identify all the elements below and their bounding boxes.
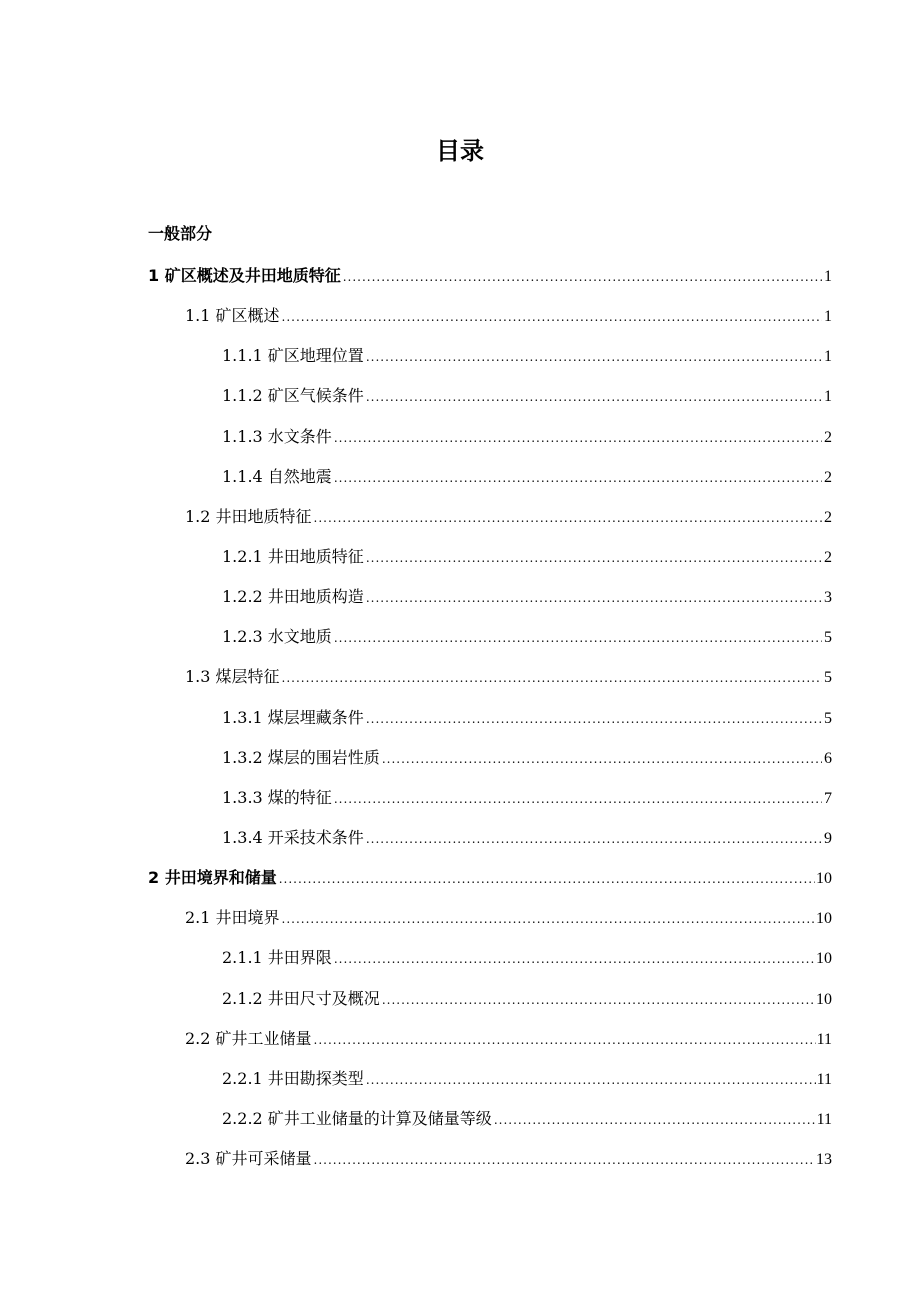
toc-entry-title: 1.3 煤层特征 [185, 667, 280, 687]
toc-leader-dots [334, 947, 815, 971]
toc-page-number: 11 [816, 1110, 832, 1128]
toc-page-number: 2 [824, 428, 832, 446]
toc-entry-title: 1.2 井田地质特征 [185, 506, 312, 526]
toc-entry-line [222, 425, 832, 449]
toc-entry-title: 1.1.1 矿区地理位置 [222, 346, 364, 366]
toc-leader-dots [334, 426, 822, 450]
toc-entry[interactable] [0, 704, 920, 744]
toc-entry-title: 1 矿区概述及井田地质特征 [148, 266, 341, 285]
toc-entry-line [148, 866, 832, 890]
toc-entry-title: 2.2 矿井工业储量 [185, 1028, 312, 1048]
toc-entry-title: 1.1 矿区概述 [185, 306, 280, 326]
toc-leader-dots [279, 867, 815, 891]
toc-leader-dots [282, 305, 822, 329]
toc-entry-title: 2.1.2 井田尺寸及概况 [222, 988, 380, 1008]
page-title: 目录 [436, 137, 484, 165]
toc-leader-dots [366, 546, 822, 570]
toc-page-number: 11 [816, 1070, 832, 1088]
toc-leader-dots [314, 506, 822, 530]
toc-entry-line [222, 384, 832, 408]
toc-entry-title: 1.3.3 煤的特征 [222, 787, 332, 807]
toc-page-number: 10 [816, 870, 832, 888]
toc-entry-line [222, 585, 832, 609]
toc-leader-dots [334, 466, 822, 490]
toc-entry[interactable] [0, 623, 920, 663]
toc-page-number: 5 [824, 629, 832, 647]
toc-entry-title: 1.3.4 开采技术条件 [222, 827, 364, 847]
toc-page-number: 13 [816, 1151, 832, 1169]
toc-leader-dots [343, 265, 822, 289]
toc-page-number: 2 [824, 548, 832, 566]
toc-entry-line [185, 505, 832, 529]
toc-leader-dots [282, 907, 815, 931]
toc-entry[interactable] [0, 423, 920, 463]
toc-entry[interactable] [0, 1145, 920, 1185]
toc-page-number: 6 [824, 749, 832, 767]
toc-entry-line [185, 1147, 832, 1171]
toc-leader-dots [382, 747, 822, 771]
toc-entry[interactable] [0, 463, 920, 503]
toc-page-number: 1 [824, 308, 832, 326]
toc-entry-title: 1.1.3 水文条件 [222, 426, 332, 446]
toc-entry-title: 1.1.2 矿区气候条件 [222, 386, 364, 406]
toc-leader-dots [282, 666, 822, 690]
toc-entry-line [222, 826, 832, 850]
toc-leader-dots [494, 1108, 816, 1132]
toc-entry-title: 2.2.2 矿井工业储量的计算及储量等级 [222, 1108, 492, 1128]
toc-leader-dots [382, 988, 815, 1012]
toc-page-number: 1 [824, 348, 832, 366]
toc-entry-line [185, 304, 832, 328]
toc-entry-line [222, 1107, 832, 1131]
toc-entry-line [222, 625, 832, 649]
toc-entry[interactable] [0, 663, 920, 703]
toc-page-number: 1 [824, 388, 832, 406]
toc-page-number: 11 [816, 1030, 832, 1048]
toc-page-number: 10 [816, 950, 832, 968]
table-of-contents [0, 262, 920, 1185]
toc-entry[interactable] [0, 1025, 920, 1065]
toc-entry-line [148, 264, 832, 288]
toc-entry-line [222, 746, 832, 770]
toc-entry[interactable] [0, 784, 920, 824]
toc-entry-title: 1.1.4 自然地震 [222, 466, 332, 486]
toc-entry-title: 1.2.1 井田地质特征 [222, 546, 364, 566]
toc-entry-title: 2 井田境界和储量 [148, 868, 277, 888]
toc-entry-line [185, 906, 832, 930]
toc-leader-dots [366, 1068, 816, 1092]
toc-page-number: 10 [816, 910, 832, 928]
toc-entry[interactable] [0, 944, 920, 984]
toc-entry-title: 2.1.1 井田界限 [222, 948, 332, 968]
toc-entry[interactable] [0, 262, 920, 302]
toc-page-number: 7 [824, 789, 832, 807]
toc-entry-title: 2.2.1 井田勘探类型 [222, 1068, 364, 1088]
toc-entry-title: 2.3 矿井可采储量 [185, 1149, 312, 1169]
toc-entry[interactable] [0, 864, 920, 904]
toc-page-number: 10 [816, 990, 832, 1008]
toc-entry-title: 1.3.1 煤层埋藏条件 [222, 707, 364, 727]
toc-entry-line [222, 344, 832, 368]
toc-page-number: 2 [824, 508, 832, 526]
toc-entry[interactable] [0, 824, 920, 864]
toc-leader-dots [366, 707, 822, 731]
toc-entry-line [222, 545, 832, 569]
toc-page-number: 2 [824, 468, 832, 486]
toc-entry[interactable] [0, 503, 920, 543]
toc-leader-dots [366, 385, 822, 409]
toc-entry-line [185, 1027, 832, 1051]
toc-entry[interactable] [0, 342, 920, 382]
toc-page-number: 1 [824, 268, 832, 285]
toc-entry-line [222, 706, 832, 730]
toc-entry-line [222, 987, 832, 1011]
toc-leader-dots [314, 1148, 815, 1172]
toc-entry[interactable] [0, 744, 920, 784]
toc-leader-dots [366, 345, 822, 369]
toc-page-number: 9 [824, 829, 832, 847]
toc-entry-line [222, 465, 832, 489]
toc-page-number: 5 [824, 669, 832, 687]
toc-entry[interactable] [0, 1105, 920, 1145]
toc-leader-dots [334, 787, 822, 811]
toc-entry-line [185, 665, 832, 689]
toc-entry-line [222, 946, 832, 970]
toc-entry[interactable] [0, 1065, 920, 1105]
toc-entry-title: 1.2.3 水文地质 [222, 627, 332, 647]
toc-page-number: 3 [824, 589, 832, 607]
toc-leader-dots [366, 827, 822, 851]
toc-entry[interactable] [0, 302, 920, 342]
toc-entry-line [222, 786, 832, 810]
toc-entry[interactable] [0, 985, 920, 1025]
toc-entry[interactable] [0, 543, 920, 583]
toc-entry-title: 2.1 井田境界 [185, 908, 280, 928]
toc-leader-dots [366, 586, 822, 610]
toc-entry-title: 1.3.2 煤层的围岩性质 [222, 747, 380, 767]
toc-leader-dots [334, 626, 822, 650]
toc-entry[interactable] [0, 382, 920, 422]
toc-entry-line [222, 1067, 832, 1091]
toc-leader-dots [314, 1028, 816, 1052]
toc-entry[interactable] [0, 583, 920, 623]
toc-entry[interactable] [0, 904, 920, 944]
section-heading: 一般部分 [148, 224, 213, 243]
toc-entry-title: 1.2.2 井田地质构造 [222, 587, 364, 607]
toc-page-number: 5 [824, 709, 832, 727]
